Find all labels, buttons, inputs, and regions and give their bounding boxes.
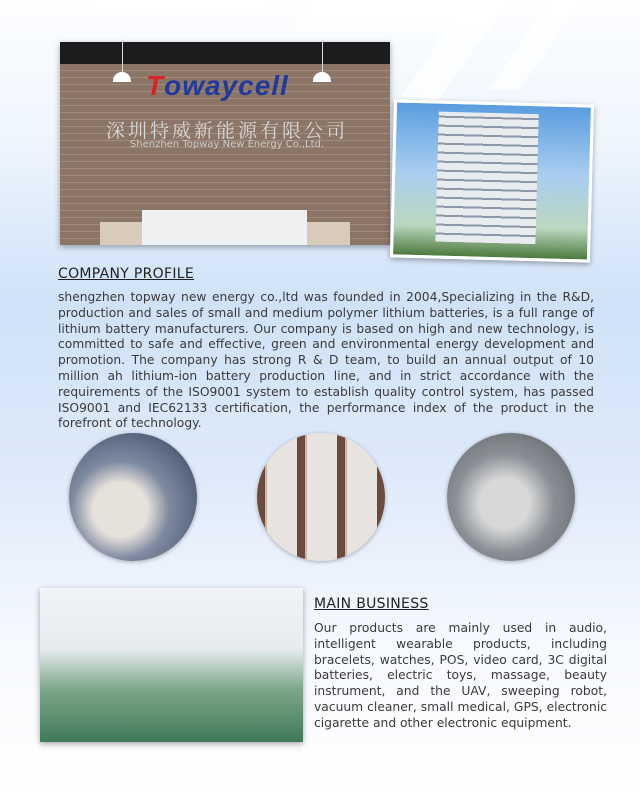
bg-streak (488, 0, 581, 90)
equipment-photo (447, 433, 575, 561)
production-photo-1 (69, 433, 197, 561)
company-profile-heading: COMPANY PROFILE (58, 266, 194, 282)
main-business-text: Our products are mainly used in audio, intelligent wearable products, including bracelets, watches, POS, video card, 3C digital batteries, electric toys, massage, beauty instrument, and the UAV, sweeping robot, vacuum cleaner, small medical, GPS, electronic cigarette and other electronic equipment. (314, 621, 607, 730)
building-photo (390, 99, 594, 262)
bg-streak (85, 0, 275, 14)
main-business-heading: MAIN BUSINESS (314, 596, 429, 612)
sign-chinese: 深圳特威新能源有限公司 (105, 120, 348, 142)
sign-english: Shenzhen Topway New Energy Co.,Ltd. (129, 139, 325, 150)
company-logo: Towaycell (146, 70, 289, 101)
office-photo (40, 588, 303, 742)
company-profile-text: shengzhen topway new energy co.,ltd was founded in 2004,Specializing in the R&D, production and sales of small and medium polymer lithium batteries, is a full range of lithium battery manufacturers. Our company is based on high and new technology, is committed to safe and effective, green and environmental energy development and promotion. The company has strong R & D team, to build an annual output of 10 million ah lithium-ion battery production line, and in strict accordance with the requirements of the ISO9001 system to establish quality control system, has passed ISO9001 and IEC62133 certification, the performance index of the product in the forefront of technology. (58, 290, 594, 431)
lobby-photo (60, 42, 390, 245)
warehouse-photo (257, 433, 385, 561)
